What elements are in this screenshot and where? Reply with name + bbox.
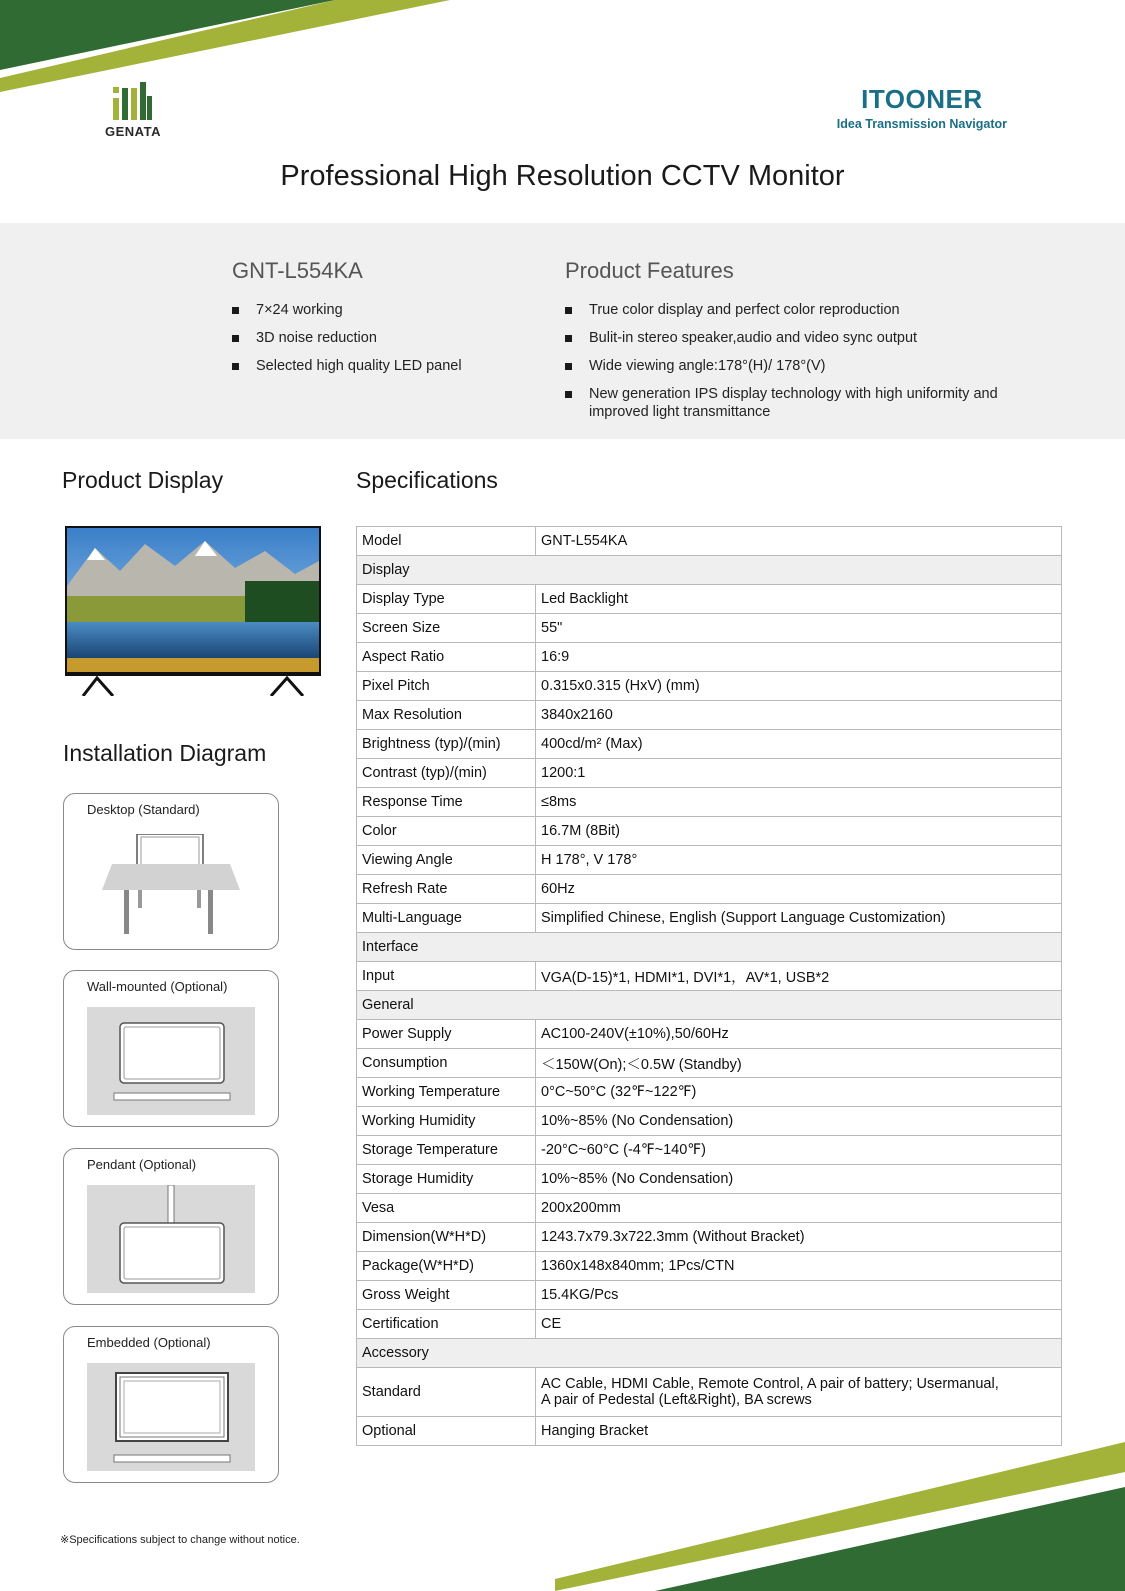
- table-cell-value: CE: [536, 1310, 1062, 1339]
- table-cell-key: Response Time: [357, 788, 536, 817]
- table-row: [357, 846, 1062, 875]
- table-cell-key: Dimension(W*H*D): [357, 1223, 536, 1252]
- table-cell-key: Gross Weight: [357, 1281, 536, 1310]
- table-row: [357, 701, 1062, 730]
- install-embedded-card: [63, 1326, 279, 1483]
- table-cell-key: Working Humidity: [357, 1107, 536, 1136]
- bottom-right-stripe-decoration: [555, 1442, 1125, 1591]
- table-cell-value: -20°C~60°C (-4℉~140℉): [536, 1136, 1062, 1165]
- table-cell-key: Color: [357, 817, 536, 846]
- install-desktop-label: Desktop (Standard): [87, 802, 200, 817]
- table-row: [357, 585, 1062, 614]
- table-section-label: Interface: [357, 933, 1062, 962]
- model-bullet-list: [232, 301, 532, 385]
- itooner-logo: [837, 84, 1007, 131]
- table-row: [357, 1020, 1062, 1049]
- table-cell-key: Model: [357, 527, 536, 556]
- features-bullet-list: [565, 301, 1005, 431]
- bullet-square-icon: [232, 335, 239, 342]
- table-cell-value: 1360x148x840mm; 1Pcs/CTN: [536, 1252, 1062, 1281]
- table-cell-key: Storage Temperature: [357, 1136, 536, 1165]
- table-cell-value: 1200:1: [536, 759, 1062, 788]
- table-cell-key: Consumption: [357, 1049, 536, 1078]
- table-row: [357, 1281, 1062, 1310]
- table-cell-value: 16.7M (8Bit): [536, 817, 1062, 846]
- table-cell-key: Pixel Pitch: [357, 672, 536, 701]
- install-pendant-card: [63, 1148, 279, 1305]
- table-cell-value: ≤8ms: [536, 788, 1062, 817]
- table-cell-value: Led Backlight: [536, 585, 1062, 614]
- table-row: [357, 1078, 1062, 1107]
- list-item: 7×24 working: [232, 301, 532, 319]
- list-item: Bulit-in stereo speaker,audio and video sync output: [565, 329, 1005, 347]
- table-row: [357, 1310, 1062, 1339]
- table-row: [357, 788, 1062, 817]
- install-embedded-label: Embedded (Optional): [87, 1335, 211, 1350]
- table-row: [357, 1252, 1062, 1281]
- table-row: [357, 672, 1062, 701]
- top-left-stripe-decoration: [0, 0, 460, 100]
- table-cell-key: Standard: [357, 1368, 536, 1417]
- table-cell-key: Aspect Ratio: [357, 643, 536, 672]
- table-cell-value: 3840x2160: [536, 701, 1062, 730]
- table-row: [357, 1049, 1062, 1078]
- table-cell-value: Simplified Chinese, English (Support Language Customization): [536, 904, 1062, 933]
- table-cell-key: Package(W*H*D): [357, 1252, 536, 1281]
- table-row: [357, 1223, 1062, 1252]
- wall-install-illustration: [87, 1007, 255, 1115]
- table-cell-value: 10%~85% (No Condensation): [536, 1107, 1062, 1136]
- installation-heading: Installation Diagram: [63, 740, 267, 766]
- install-desktop-card: [63, 793, 279, 950]
- table-row: [357, 875, 1062, 904]
- specifications-heading: Specifications: [356, 467, 498, 493]
- table-section-label: General: [357, 991, 1062, 1020]
- table-section-row: [357, 1339, 1062, 1368]
- table-cell-key: Certification: [357, 1310, 536, 1339]
- table-cell-value: Hanging Bracket: [536, 1417, 1062, 1446]
- bullet-square-icon: [232, 363, 239, 370]
- model-heading: GNT-L554KA: [232, 258, 363, 283]
- table-cell-value: 60Hz: [536, 875, 1062, 904]
- table-cell-value: 0°C~50°C (32℉~122℉): [536, 1078, 1062, 1107]
- table-cell-key: Max Resolution: [357, 701, 536, 730]
- page-title: Professional High Resolution CCTV Monitor: [280, 160, 845, 192]
- table-cell-value: GNT-L554KA: [536, 527, 1062, 556]
- table-cell-value: AC Cable, HDMI Cable, Remote Control, A pair of battery; Usermanual, A pair of Pedestal (Left&Right), BA screws: [536, 1368, 1062, 1417]
- bullet-square-icon: [565, 335, 572, 342]
- table-section-row: [357, 933, 1062, 962]
- bullet-square-icon: [565, 363, 572, 370]
- product-display-heading: Product Display: [62, 467, 224, 493]
- desktop-install-illustration: [102, 834, 242, 934]
- table-cell-key: Brightness (typ)/(min): [357, 730, 536, 759]
- table-cell-value: ＜150W(On);＜0.5W (Standby): [536, 1049, 1062, 1078]
- table-cell-key: Display Type: [357, 585, 536, 614]
- table-row: [357, 643, 1062, 672]
- list-item: True color display and perfect color reproduction: [565, 301, 1005, 319]
- features-heading: Product Features: [565, 258, 734, 283]
- table-cell-key: Storage Humidity: [357, 1165, 536, 1194]
- table-cell-key: Viewing Angle: [357, 846, 536, 875]
- table-row: [357, 759, 1062, 788]
- table-cell-key: Input: [357, 962, 536, 991]
- table-cell-value: 16:9: [536, 643, 1062, 672]
- itooner-logo-text: ITOONER: [861, 84, 983, 114]
- specifications-table: [356, 526, 1062, 1446]
- specifications-table-body: [357, 527, 1062, 1446]
- table-cell-value: 1243.7x79.3x722.3mm (Without Bracket): [536, 1223, 1062, 1252]
- install-pendant-label: Pendant (Optional): [87, 1157, 197, 1172]
- table-row: [357, 527, 1062, 556]
- table-cell-value: 55": [536, 614, 1062, 643]
- table-cell-key: Refresh Rate: [357, 875, 536, 904]
- table-section-label: Display: [357, 556, 1062, 585]
- table-row: [357, 1107, 1062, 1136]
- table-cell-key: Working Temperature: [357, 1078, 536, 1107]
- table-cell-value: 400cd/m² (Max): [536, 730, 1062, 759]
- table-row: [357, 1417, 1062, 1446]
- table-row: [357, 1194, 1062, 1223]
- table-cell-value: AC100-240V(±10%),50/60Hz: [536, 1020, 1062, 1049]
- table-cell-value: 200x200mm: [536, 1194, 1062, 1223]
- bullet-square-icon: [232, 307, 239, 314]
- table-cell-value: 15.4KG/Pcs: [536, 1281, 1062, 1310]
- product-tv-image: [65, 526, 321, 696]
- table-section-row: [357, 991, 1062, 1020]
- install-wall-card: [63, 970, 279, 1127]
- table-cell-value: 0.315x0.315 (HxV) (mm): [536, 672, 1062, 701]
- list-item: New generation IPS display technology with high uniformity and improved light transmittance: [565, 385, 1005, 421]
- table-cell-key: Optional: [357, 1417, 536, 1446]
- table-cell-key: Contrast (typ)/(min): [357, 759, 536, 788]
- table-cell-key: Vesa: [357, 1194, 536, 1223]
- list-item: 3D noise reduction: [232, 329, 532, 347]
- table-cell-key: Multi-Language: [357, 904, 536, 933]
- table-row: [357, 614, 1062, 643]
- itooner-tagline: Idea Transmission Navigator: [836, 117, 1007, 131]
- table-row: [357, 962, 1062, 991]
- table-row: [357, 1368, 1062, 1417]
- embedded-install-illustration: [87, 1363, 255, 1471]
- install-wall-label: Wall-mounted (Optional): [87, 979, 228, 994]
- genata-logo: [98, 82, 168, 139]
- genata-logo-text: GENATA: [105, 124, 161, 139]
- table-section-label: Accessory: [357, 1339, 1062, 1368]
- pendant-install-illustration: [87, 1185, 255, 1293]
- table-cell-value: H 178°, V 178°: [536, 846, 1062, 875]
- list-item: Selected high quality LED panel: [232, 357, 532, 375]
- table-row: [357, 730, 1062, 759]
- table-row: [357, 1136, 1062, 1165]
- table-cell-value: 10%~85% (No Condensation): [536, 1165, 1062, 1194]
- genata-logo-mark: [113, 82, 153, 120]
- table-cell-key: Screen Size: [357, 614, 536, 643]
- table-row: [357, 1165, 1062, 1194]
- list-item: Wide viewing angle:178°(H)/ 178°(V): [565, 357, 1005, 375]
- table-row: [357, 817, 1062, 846]
- bullet-square-icon: [565, 391, 572, 398]
- table-section-row: [357, 556, 1062, 585]
- bullet-square-icon: [565, 307, 572, 314]
- table-cell-value: VGA(D-15)*1, HDMI*1, DVI*1，AV*1, USB*2: [536, 962, 1062, 991]
- table-row: [357, 904, 1062, 933]
- footnote: ※Specifications subject to change without notice.: [60, 1534, 300, 1546]
- table-cell-key: Power Supply: [357, 1020, 536, 1049]
